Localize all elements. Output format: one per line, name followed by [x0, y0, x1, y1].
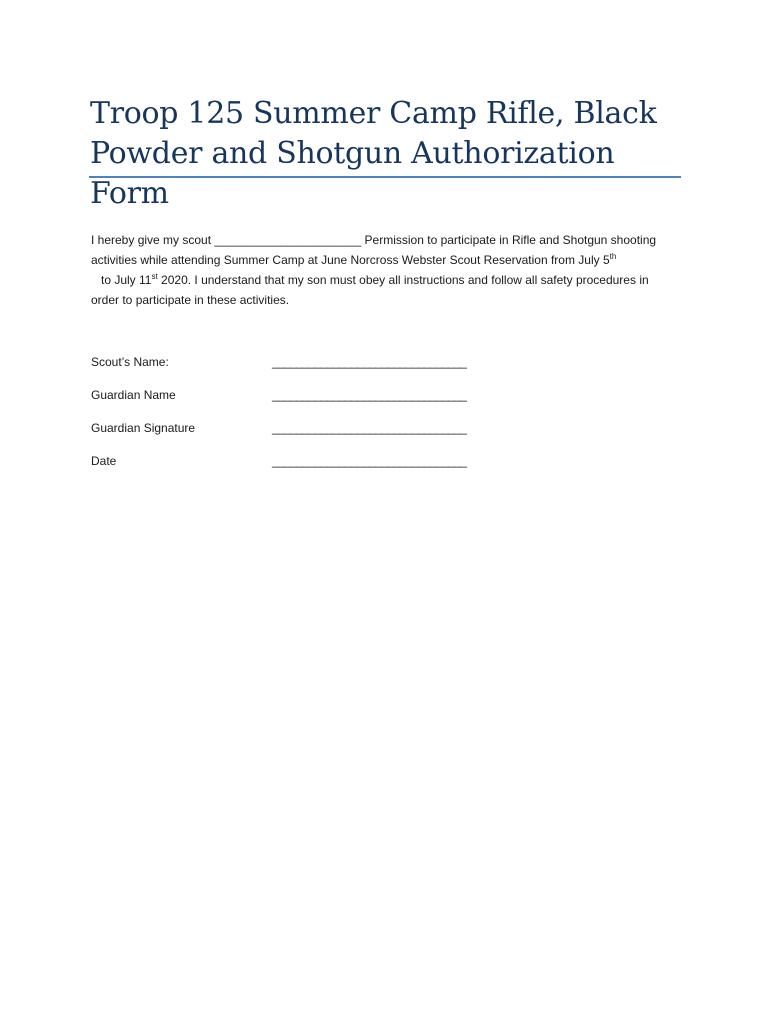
- guardian-signature-blank[interactable]: ________________________________: [272, 421, 467, 435]
- superscript-st: st: [151, 272, 158, 281]
- superscript-th: th: [609, 252, 617, 261]
- authorization-paragraph: [91, 230, 671, 310]
- title-underline-rule: [89, 176, 681, 178]
- guardian-signature-row: [91, 421, 591, 454]
- paragraph-part-1: I hereby give my scout ______________________ Permission to participate in Rifle and Shotgun shooting activities while attending Summer Camp at June Norcross Webster Scout Reservation from July 5: [91, 233, 657, 267]
- title-line-1: Troop 125 Summer Camp Rifle, Black: [90, 96, 657, 131]
- guardian-name-label: Guardian Name: [91, 388, 176, 402]
- scout-name-row: [91, 355, 591, 388]
- guardian-signature-label: Guardian Signature: [91, 421, 196, 435]
- title-line-2: Powder and Shotgun Authorization Form: [90, 136, 615, 211]
- date-blank[interactable]: ________________________________: [272, 454, 467, 468]
- scout-name-blank[interactable]: ________________________________: [272, 355, 467, 369]
- signature-fields: [91, 355, 591, 487]
- date-label: Date: [91, 454, 117, 468]
- guardian-name-row: [91, 388, 591, 421]
- scout-name-label: Scout’s Name:: [91, 355, 169, 369]
- page-title: [90, 94, 690, 214]
- guardian-name-blank[interactable]: ________________________________: [272, 388, 467, 402]
- paragraph-part-3: 2020. I understand that my son must obey all instructions and follow all safety procedures in order to participate in these activities.: [91, 273, 649, 307]
- paragraph-part-2: to July 11: [91, 273, 152, 287]
- date-row: [91, 454, 591, 487]
